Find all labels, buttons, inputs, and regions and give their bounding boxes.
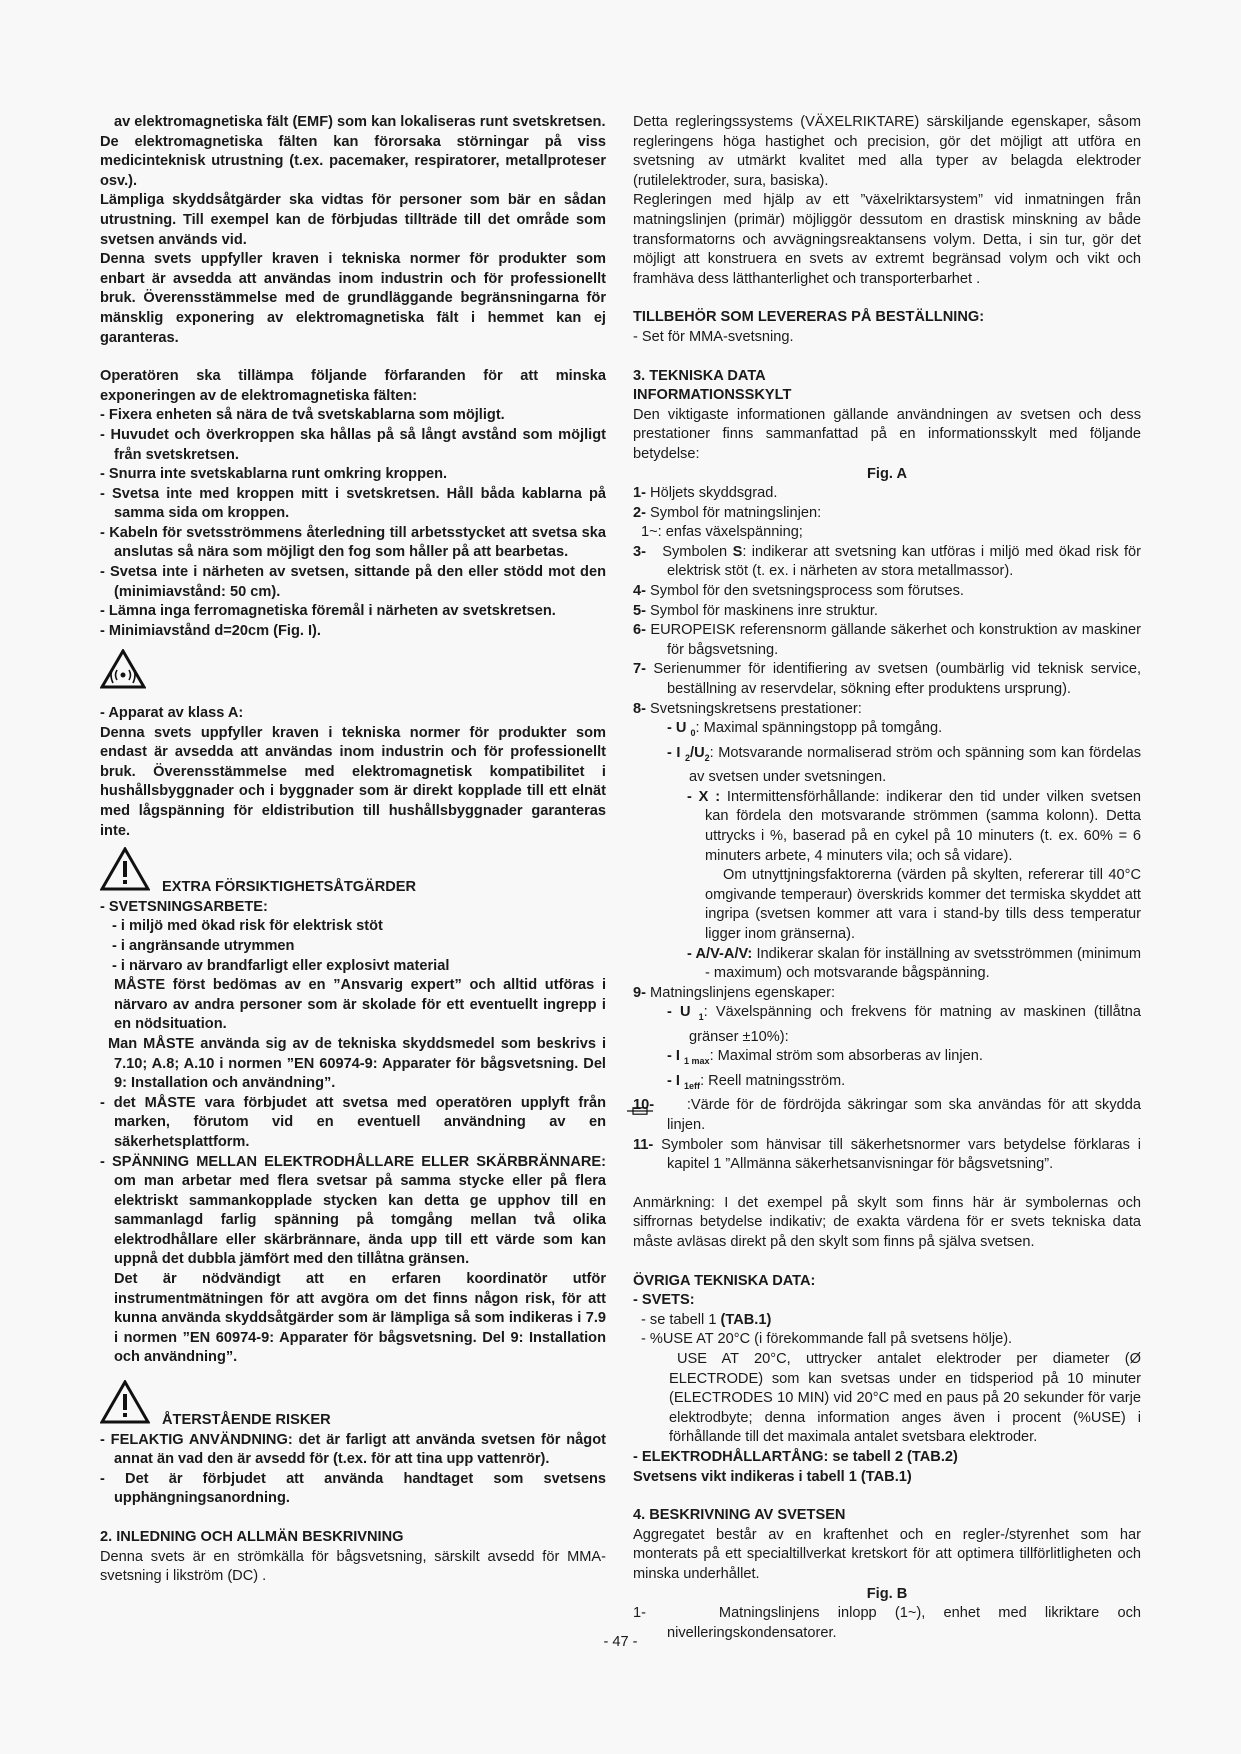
- plate-item-2-detail: 1~: enfas växelspänning;: [641, 524, 803, 541]
- section-2-text: Denna svets är en strömkälla för bågsvetsning, särskilt avsedd för MMA-svetsning i likström (DC) .: [100, 1548, 606, 1585]
- plate-item-x-detail: Om utnyttjningsfaktorerna (värden på skylten, refererar till 40°C omgivande temperaur) överskrids kommer det termiska skyddet att ingripa (svetsen kommer att vara i stand-by tills dess temperatur ligger inom gränserna).: [705, 867, 1141, 942]
- plate-item-6: 6- EUROPEISK referensnorm gällande säkerhet och konstruktion av maskiner för bågsvetsning.: [633, 622, 1141, 658]
- plate-item-3: 3- Symbolen S: indikerar att svetsning kan utföras i miljö med ökad risk för elektrisk stöt (t. ex. i närheten av stora metallmassor).: [633, 543, 1141, 580]
- accessories-title: TILLBEHÖR SOM LEVERERAS PÅ BESTÄLLNING:: [633, 309, 985, 326]
- residual-risks-header: [100, 1380, 606, 1431]
- emf-list-item: - Lämna inga ferromagnetiska föremål i närheten av svetskretsen.: [100, 603, 556, 620]
- welder-weight-line: Svetsens vikt indikeras i tabell 1 (TAB.1): [633, 1468, 912, 1485]
- plate-item-u1: - U $_1$: Växelspänning och frekvens för matning av maskinen (tillåtna gränser ±10%):: [667, 1004, 1141, 1045]
- welding-work-item: - i angränsande utrymmen: [112, 937, 295, 954]
- emf-list-item: - Svetsa inte med kroppen mitt i svetskretsen. Håll båda kablarna på samma sida om kroppen.: [100, 485, 606, 522]
- left-column: [100, 113, 606, 1587]
- rating-plate-title: INFORMATIONSSKYLT: [633, 387, 792, 404]
- note-paragraph: Anmärkning: I det exempel på skylt som finns här är symbolernas och siffrornas betydelse indikativ; de exakta värdena för er svets tekniska data måste avläsas direkt på den skylt som finns på själva svetsen.: [633, 1194, 1141, 1250]
- norm-compliance-paragraph: Denna svets uppfyller kraven i tekniska normer för produkter som enbart är avsedda att användas inom industrin och för professionellt bruk. Överensstämmelse med de grundläggande begränsningarna för mänsklig exponering av elektromagnetiska fält i hemmet kan ej garanteras.: [100, 251, 606, 346]
- warning-triangle-icon: [100, 1380, 150, 1431]
- must-assess-paragraph: MÅSTE först bedömas av en ”Ansvarig expert” och alltid utföras i närvaro av andra personer som är skolade för ett eventuellt ingrepp i en nödsituation.: [114, 977, 606, 1033]
- figure-b-label: Fig. B: [866, 1585, 908, 1602]
- plate-item-i1eff: - I $_{1eff}$: Reell matningsström.: [667, 1072, 846, 1091]
- risk-item: - Det är förbjudet att använda handtaget som svetsens upphängningsanordning.: [100, 1470, 606, 1507]
- plate-item-i1max: - I $_{1 max}$: Maximal ström som absorberas av linjen.: [667, 1048, 983, 1067]
- plate-item-x: - X : Intermittensförhållande: indikerar den tid under vilken svetsen kan fördela den motsvarande strömmen (samma kolonn). Detta uttrycks i %, baserad på en cykel på 10 minuters (t. ex. 60% = 6 minuters arbete, 4 minuters vila; och så vidare).: [687, 788, 1141, 864]
- figure-a-label: Fig. A: [867, 465, 907, 482]
- emf-list-item: - Huvudet och överkroppen ska hållas på så långt avstånd som möjligt från svetskretsen.: [100, 426, 606, 463]
- residual-risks-title: ÅTERSTÅENDE RISKER: [162, 1412, 331, 1429]
- plate-item-u0: - U $_0$: Maximal spänningstopp på tomgång.: [667, 720, 943, 739]
- emf-interference-paragraph: De elektromagnetiska fälten kan förorsaka störningar på viss medicinteknisk utrustning (t.ex. pacemaker, respiratorer, metallproteser osv.).: [100, 133, 606, 189]
- table-reference: - se tabell 1 (TAB.1): [641, 1311, 772, 1328]
- plate-item-8: 8- Svetsningskretsens prestationer:: [633, 700, 862, 717]
- plate-item-2: 2- Symbol för matningslinjen:: [633, 504, 822, 521]
- plate-item-9: 9- Matningslinjens egenskaper:: [633, 984, 836, 1001]
- plate-item-10: 10- :Värde för de fördröjda säkringar som ska användas för att skydda linjen.: [633, 1097, 1141, 1134]
- right-column: [633, 113, 1141, 1643]
- section-2-title: 2. INLEDNING OCH ALLMÄN BESKRIVNING: [100, 1529, 404, 1545]
- section-4-text: Aggregatet består av en kraftenhet och en regler-/styrenhet som har monterats på ett specialtillverkat kretskort för att optimera tillförlitligheten och minska underhållet.: [633, 1526, 1141, 1582]
- fuse-icon: [661, 1102, 687, 1110]
- section-4-title: 4. BESKRIVNING AV SVETSEN: [633, 1507, 846, 1524]
- operator-procedures-paragraph: Operatören ska tillämpa följande förfaranden för att minska exponeringen av de elektromagnetiska fälten:: [100, 368, 606, 404]
- fig-b-item-1: 1- Matningslinjens inlopp (1~), enhet med likriktare och nivelleringskondensatorer.: [633, 1605, 1142, 1641]
- welding-work-heading: - SVETSNINGSARBETE:: [100, 898, 268, 915]
- extra-precautions-title: EXTRA FÖRSIKTIGHETSÅTGÄRDER: [162, 879, 417, 896]
- other-technical-data-title: ÖVRIGA TEKNISKA DATA:: [633, 1272, 816, 1289]
- accessories-item: - Set för MMA-svetsning.: [633, 328, 794, 345]
- must-use-protection-paragraph: Man MÅSTE använda sig av de tekniska skyddsmedel som beskrivs i 7.10; A.8; A.10 i normen ”EN 60974-9: Apparater för bågsvetsning. Del 9: Installation och användning”.: [108, 1035, 606, 1092]
- emf-list-item: - Minimiavstånd d=20cm (Fig. I).: [100, 622, 321, 639]
- emf-list-item: - Kabeln för svetsströmmens återledning till arbetsstycket att svetsa ska anslutas så nära som möjligt den fog som håller på att bearbetas.: [100, 524, 606, 561]
- warning-triangle-icon: [100, 847, 150, 898]
- electrode-holder-line: - ELEKTRODHÅLLARTÅNG: se tabell 2 (TAB.2): [633, 1448, 958, 1465]
- emf-list-item: - Svetsa inte i närheten av svetsen, sittande på den eller stödd mot den (minimiavstånd: 50 cm).: [100, 564, 606, 600]
- section-3-title: 3. TEKNISKA DATA: [633, 367, 766, 384]
- plate-item-i2u2: - I $_2/U_2$: Motsvarande normaliserad ström och spänning som kan fördelas av svetsen under svetsningen.: [667, 744, 1141, 786]
- use-at-20-explanation: USE AT 20°C, uttrycker antalet elektroder per diameter (Ø ELECTRODE) som kan svetsas under en tidsperiod på 10 minuter (ELECTRODES 10 MIN) vid 20°C med en paus på 20 sekunder för varje elektrodbyte; denna information anges även i procent (%USE) i förhållande till det maximala antalet svetsbara elektroder.: [669, 1350, 1141, 1446]
- class-a-heading: - Apparat av klass A:: [100, 705, 244, 722]
- plate-item-5: 5- Symbol för maskinens inre struktur.: [633, 602, 878, 619]
- protective-measures-paragraph: Lämpliga skyddsåtgärder ska vidtas för personer som bär en sådan utrustning. Till exempel kan de förbjudas tillträde till det område som svetsen används vid.: [100, 192, 606, 248]
- plate-item-av: - A/V-A/V: Indikerar skalan för inställning av svetsströmmen (minimum - maximum) och motsvarande bågspänning.: [687, 945, 1141, 982]
- emf-list-item: - Snurra inte svetskablarna runt omkring kroppen.: [100, 466, 448, 483]
- welding-work-item: - i miljö med ökad risk för elektrisk stöt: [112, 918, 383, 935]
- coordinator-paragraph: Det är nödvändigt att en erfaren koordinatör utför instrumentmätningen för att avgöra om det finns någon risk, för att kunna använda skyddsåtgärder som är lämpliga så som indikeras i 7.9 i normen ”EN 60974-9: Apparater för bågsvetsning. Del 9: Installation och användning”.: [114, 1271, 606, 1366]
- plate-item-1: 1- Höljets skyddsgrad.: [633, 485, 778, 502]
- inverter-paragraph: Detta regleringssystems (VÄXELRIKTARE) särskiljande egenskaper, såsom regleringens höga hastighet och precision, gör det möjligt att utföra en svetsning av utmärkt kvalitet med alla typer av belagda elektroder (rutilelektroder, sura, basiska).: [633, 114, 1141, 189]
- plate-item-7: 7- Serienummer för identifiering av svetsen (oumbärlig vid teknisk service, beställning av reservdelar, sökning efter produktens ursprung).: [633, 661, 1141, 698]
- rating-plate-intro: Den viktigaste informationen gällande användningen av svetsen och dess prestationer finns sammanfattad på en informationsskylt med följande betydelse:: [633, 406, 1141, 462]
- emf-list-item: - Fixera enheten så nära de två svetskablarna som möjligt.: [100, 407, 505, 424]
- page-number: - 47 -: [603, 1634, 638, 1650]
- plate-item-11: 11- Symboler som hänvisar till säkerhetsnormer vars betydelse förklaras i kapitel 1 ”Allmänna säkerhetsanvisningar för bågsvetsning”.: [633, 1136, 1141, 1173]
- inverter-system-paragraph: Regleringen med hjälp av ett ”växelriktarsystem” vid inmatningen från matningslinjen (primär) möjliggör dessutom en drastisk minskning av både transformatorns och avvägningsreaktansens volym. Detta, i sin tur, gör det möjligt att konstruera en svets av extremt begränsad volym och vikt och framhäva dess lätthanterlighet och transporterbarhet .: [633, 192, 1141, 287]
- must-forbid-paragraph: - det MÅSTE vara förbjudet att svetsa med operatören upplyft från marken, förutom vid en eventuell användning av en säkerhetsplattform.: [100, 1094, 606, 1150]
- welder-heading: - SVETS:: [633, 1292, 695, 1309]
- extra-precautions-header: [100, 847, 606, 898]
- emf-warning-icon: [100, 649, 606, 696]
- plate-item-4: 4- Symbol för den svetsningsprocess som förutses.: [633, 583, 964, 600]
- emf-intro-continued: av elektromagnetiska fält (EMF) som kan lokaliseras runt svetskretsen.: [114, 114, 606, 130]
- welding-work-item: - i närvaro av brandfarligt eller explosivt material: [112, 957, 450, 974]
- class-a-paragraph: Denna svets uppfyller kraven i tekniska normer för produkter som endast är avsedda att användas inom industrin och för professionellt bruk. Överensstämmelse med elektromagnetisk kompatibilitet i hushållsbyggnader och i byggnader som är direkt kopplade till ett elnät med lågspänning för eldistribution till hushållsbyggnader garanteras inte.: [100, 724, 606, 839]
- voltage-between-holders-paragraph: - SPÄNNING MELLAN ELEKTRODHÅLLARE ELLER SKÄRBRÄNNARE: om man arbetar med flera svetsar på samma stycke eller på flera elektriskt sammankopplade stycken kan detta ge upphov till en sammanlagd farlig spänning på tomgång mellan två olika elektrodhållare eller skärbrännare, ända upp till ett värde som kan uppnå det dubbla jämfört med den tillåtna gränsen.: [100, 1153, 606, 1268]
- use-at-20-line: - %USE AT 20°C (i förekommande fall på svetsens hölje).: [641, 1331, 1013, 1348]
- risk-item: - FELAKTIG ANVÄNDNING: det är farligt att använda svetsen för något annat än vad den är avsedd för (t.ex. för att tina upp vattenrör).: [100, 1431, 606, 1468]
